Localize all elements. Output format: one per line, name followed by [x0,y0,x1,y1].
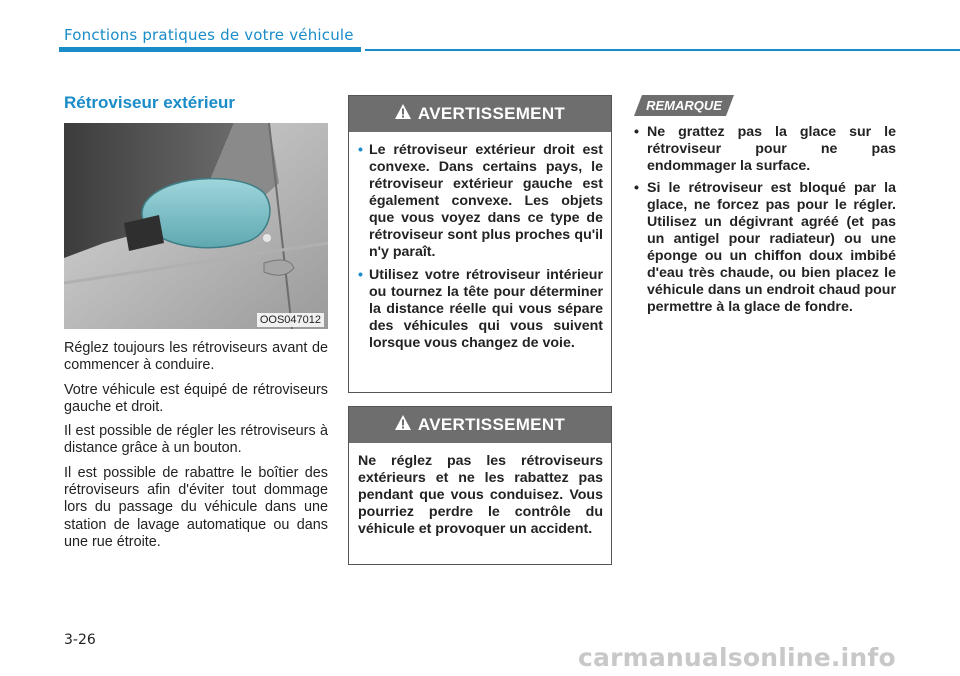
bullet-icon: • [358,267,363,283]
warning-triangle-icon [395,104,411,124]
list-item: • Si le rétroviseur est bloqué par la glace, ne forcez pas pour le régler. Utilisez un dégivrant agréé (et pas un antigel pour radiateur) ou une éponge ou un chiffon doux imbibé d'eau très chaude, ou bien placez le véhicule dans un endroit chaud pour permettre à la glace de fondre. [634,180,896,315]
bullet-icon: • [634,124,639,140]
remarque-body [634,124,896,321]
warning-box-driving [348,406,612,565]
remarque-tag [634,95,734,116]
page-number: 3-26 [64,632,96,648]
bullet-icon: • [634,180,639,196]
chapter-title: Fonctions pratiques de votre véhicule [64,26,354,44]
warning-heading: AVERTISSEMENT [417,104,566,123]
list-item: • Utilisez votre rétroviseur intérieur ou tournez la tête pour déterminer la distance réelle qui vous sépare des véhicules qui vous suivent lorsque vous changez de voie. [358,267,603,351]
bullet-icon: • [358,142,363,158]
watermark: carmanualsonline.info [578,643,896,672]
warning-header [349,407,611,443]
mirror-photo [64,123,328,329]
paragraph: Votre véhicule est équipé de rétroviseurs gauche et droit. [64,381,328,415]
list-item: • Ne grattez pas la glace sur le rétroviseur pour ne pas endommager la surface. [634,124,896,174]
warning-text: Ne réglez pas les rétroviseurs extérieurs et ne les rabattez pas pendant que vous conduisez. Vous pourriez perdre le contrôle du véhicule et provoquer un accident. [358,453,603,537]
header-rule-thin [365,49,960,51]
list-item: • Le rétroviseur extérieur droit est convexe. Dans certains pays, le rétroviseur extérieur gauche est également convexe. Les objets que vous voyez dans ce type de rétroviseur sont plus proches qu'il n'y paraît. [358,142,603,260]
section-title: Rétroviseur extérieur [64,93,236,112]
paragraph: Il est possible de régler les rétroviseurs à distance grâce à un bouton. [64,423,328,457]
body-text [64,340,328,558]
image-code: OOS047012 [257,313,324,327]
warning-header [349,96,611,132]
header-rule-thick [59,47,361,52]
warning-triangle-icon [395,415,411,435]
warning-box-convex [348,95,612,393]
warning-heading: AVERTISSEMENT [417,415,566,434]
mirror-illustration [64,123,328,329]
paragraph: Réglez toujours les rétroviseurs avant de commencer à conduire. [64,340,328,374]
remarque-label: REMARQUE [646,98,722,113]
paragraph: Il est possible de rabattre le boîtier des rétroviseurs afin d'éviter tout dommage lors du passage du véhicule dans une station de lavage automatique ou dans une rue étroite. [64,464,328,550]
